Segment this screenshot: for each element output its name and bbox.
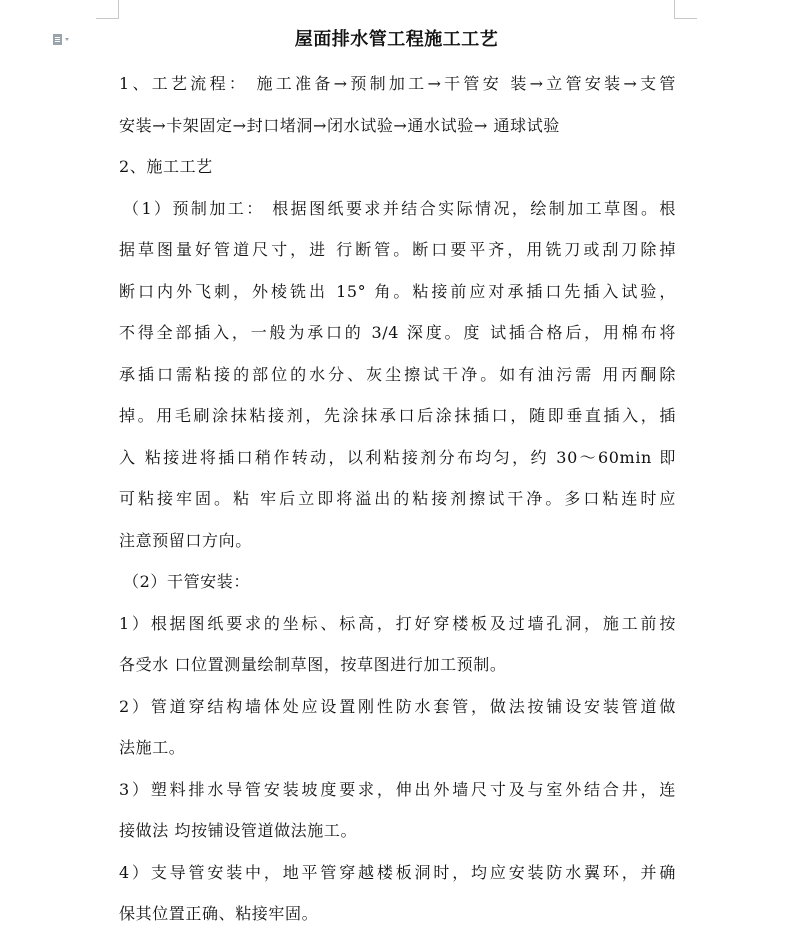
document-body <box>119 63 676 935</box>
text-line: 保其位置正确、粘接牢固。 <box>119 904 319 923</box>
text-line: 掉。用毛刷涂抹粘接剂，先涂抹承口后涂抹插口，随即垂直插入，插 <box>119 406 676 425</box>
text-line: 3）塑料排水导管安装坡度要求，伸出外墙尺寸及与室外结合井，连 <box>119 779 676 799</box>
page-corner-mark-left <box>96 0 119 19</box>
text-line: 1）根据图纸要求的坐标、标高，打好穿楼板及过墙孔洞，施工前按 <box>119 613 676 633</box>
text-line: 入 粘接进将插口稍作转动，以利粘接剂分布均匀，约 30～60min 即 <box>119 447 676 467</box>
text-line: 据草图量好管道尺寸，进 行断管。断口要平齐，用铣刀或刮刀除掉 <box>119 240 676 259</box>
text-line: 注意预留口方向。 <box>119 530 252 550</box>
document-title: 屋面排水管工程施工工艺 <box>294 29 499 50</box>
page-corner-mark-right <box>674 0 697 19</box>
text-line: 1、工艺流程： 施工准备→预制加工→干管安 装→立管安装→支管 <box>119 74 676 93</box>
text-line: 4）支导管安装中，地平管穿越楼板洞时，均应安装防水翼环，并确 <box>119 862 676 882</box>
text-line: 接做法 均按铺设管道做法施工。 <box>119 821 358 840</box>
text-line: 2、施工工艺 <box>119 157 213 176</box>
text-line: 不得全部插入，一般为承口的 3/4 深度。度 试插合格后，用棉布将 <box>119 323 676 342</box>
text-line: 法施工。 <box>119 738 186 757</box>
text-line: （2）干管安装： <box>123 572 250 591</box>
text-line: 断口内外飞刺，外棱铣出 15° 角。粘接前应对承插口先插入试验， <box>119 281 676 301</box>
text-line: （1）预制加工： 根据图纸要求并结合实际情况，绘制加工草图。根 <box>123 198 676 218</box>
text-line: 各受水 口位置测量绘制草图，按草图进行加工预制。 <box>119 655 507 674</box>
text-line: 安装→卡架固定→封口堵洞→闭水试验→通水试验→ 通球试验 <box>119 115 560 135</box>
text-line: 承插口需粘接的部位的水分、灰尘擦试干净。如有油污需 用丙酮除 <box>119 364 676 384</box>
text-line: 2）管道穿结构墙体处应设置刚性防水套管，做法按铺设安装管道做 <box>119 696 676 716</box>
text-line: 可粘接牢固。粘 牢后立即将溢出的粘接剂擦试干净。多口粘连时应 <box>119 489 676 508</box>
